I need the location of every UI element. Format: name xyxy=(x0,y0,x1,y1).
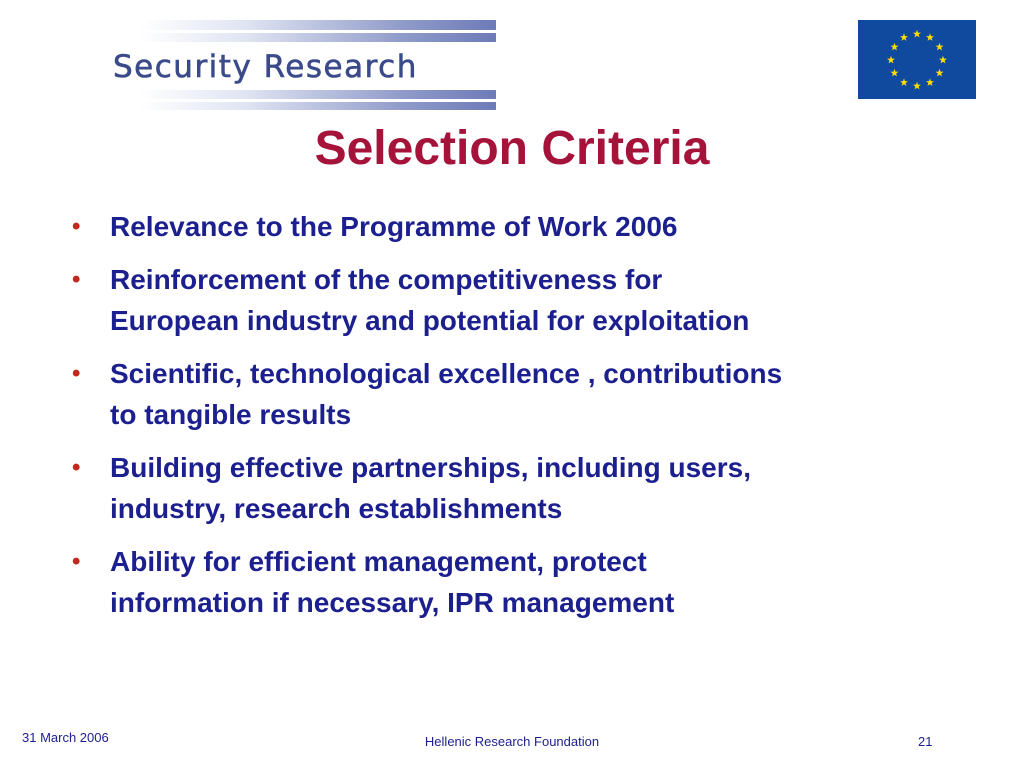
bullet-icon: • xyxy=(72,454,81,481)
bullet-line: information if necessary, IPR management xyxy=(110,587,675,618)
star-icon xyxy=(913,82,921,90)
bullet-icon: • xyxy=(72,213,81,240)
bullet-line: Reinforcement of the competitiveness for xyxy=(110,264,663,295)
bullet-line: Building effective partnerships, including users, xyxy=(110,452,752,483)
bullet-icon: • xyxy=(72,360,81,387)
eu-flag-icon xyxy=(858,20,976,99)
bullet-line: Relevance to the Programme of Work 2006 xyxy=(110,211,678,242)
star-icon xyxy=(890,43,898,51)
bullet-line: European industry and potential for exploitation xyxy=(110,305,750,336)
bullet-line: to tangible results xyxy=(110,399,352,430)
star-icon xyxy=(887,56,895,64)
star-icon xyxy=(926,78,934,86)
list-item xyxy=(72,206,952,247)
bullet-icon: • xyxy=(72,266,81,293)
star-icon xyxy=(913,30,921,38)
logo-stripe xyxy=(140,102,496,110)
star-icon xyxy=(939,56,947,64)
star-icon xyxy=(926,33,934,41)
footer-organization: Hellenic Research Foundation xyxy=(424,734,600,749)
eu-flag-stars xyxy=(858,20,976,99)
star-icon xyxy=(936,69,944,77)
list-item xyxy=(72,541,952,623)
bullet-icon: • xyxy=(72,548,81,575)
star-icon xyxy=(900,33,908,41)
criteria-list xyxy=(72,206,952,635)
logo-stripe xyxy=(140,20,496,30)
slide-title: Selection Criteria xyxy=(314,122,710,175)
bullet-line: industry, research establishments xyxy=(110,493,563,524)
logo-text: Security Research xyxy=(113,49,418,85)
list-item xyxy=(72,353,952,435)
bullet-line: Scientific, technological excellence , contributions xyxy=(110,358,783,389)
page-number: 21 xyxy=(918,734,933,749)
list-item xyxy=(72,447,952,529)
footer-date: 31 March 2006 xyxy=(22,730,109,745)
star-icon xyxy=(890,69,898,77)
list-item xyxy=(72,259,952,341)
bullet-line: Ability for efficient management, protect xyxy=(110,546,647,577)
logo-stripe xyxy=(140,90,496,99)
star-icon xyxy=(900,78,908,86)
security-research-logo xyxy=(113,20,496,110)
star-icon xyxy=(936,43,944,51)
logo-stripe xyxy=(140,33,496,42)
